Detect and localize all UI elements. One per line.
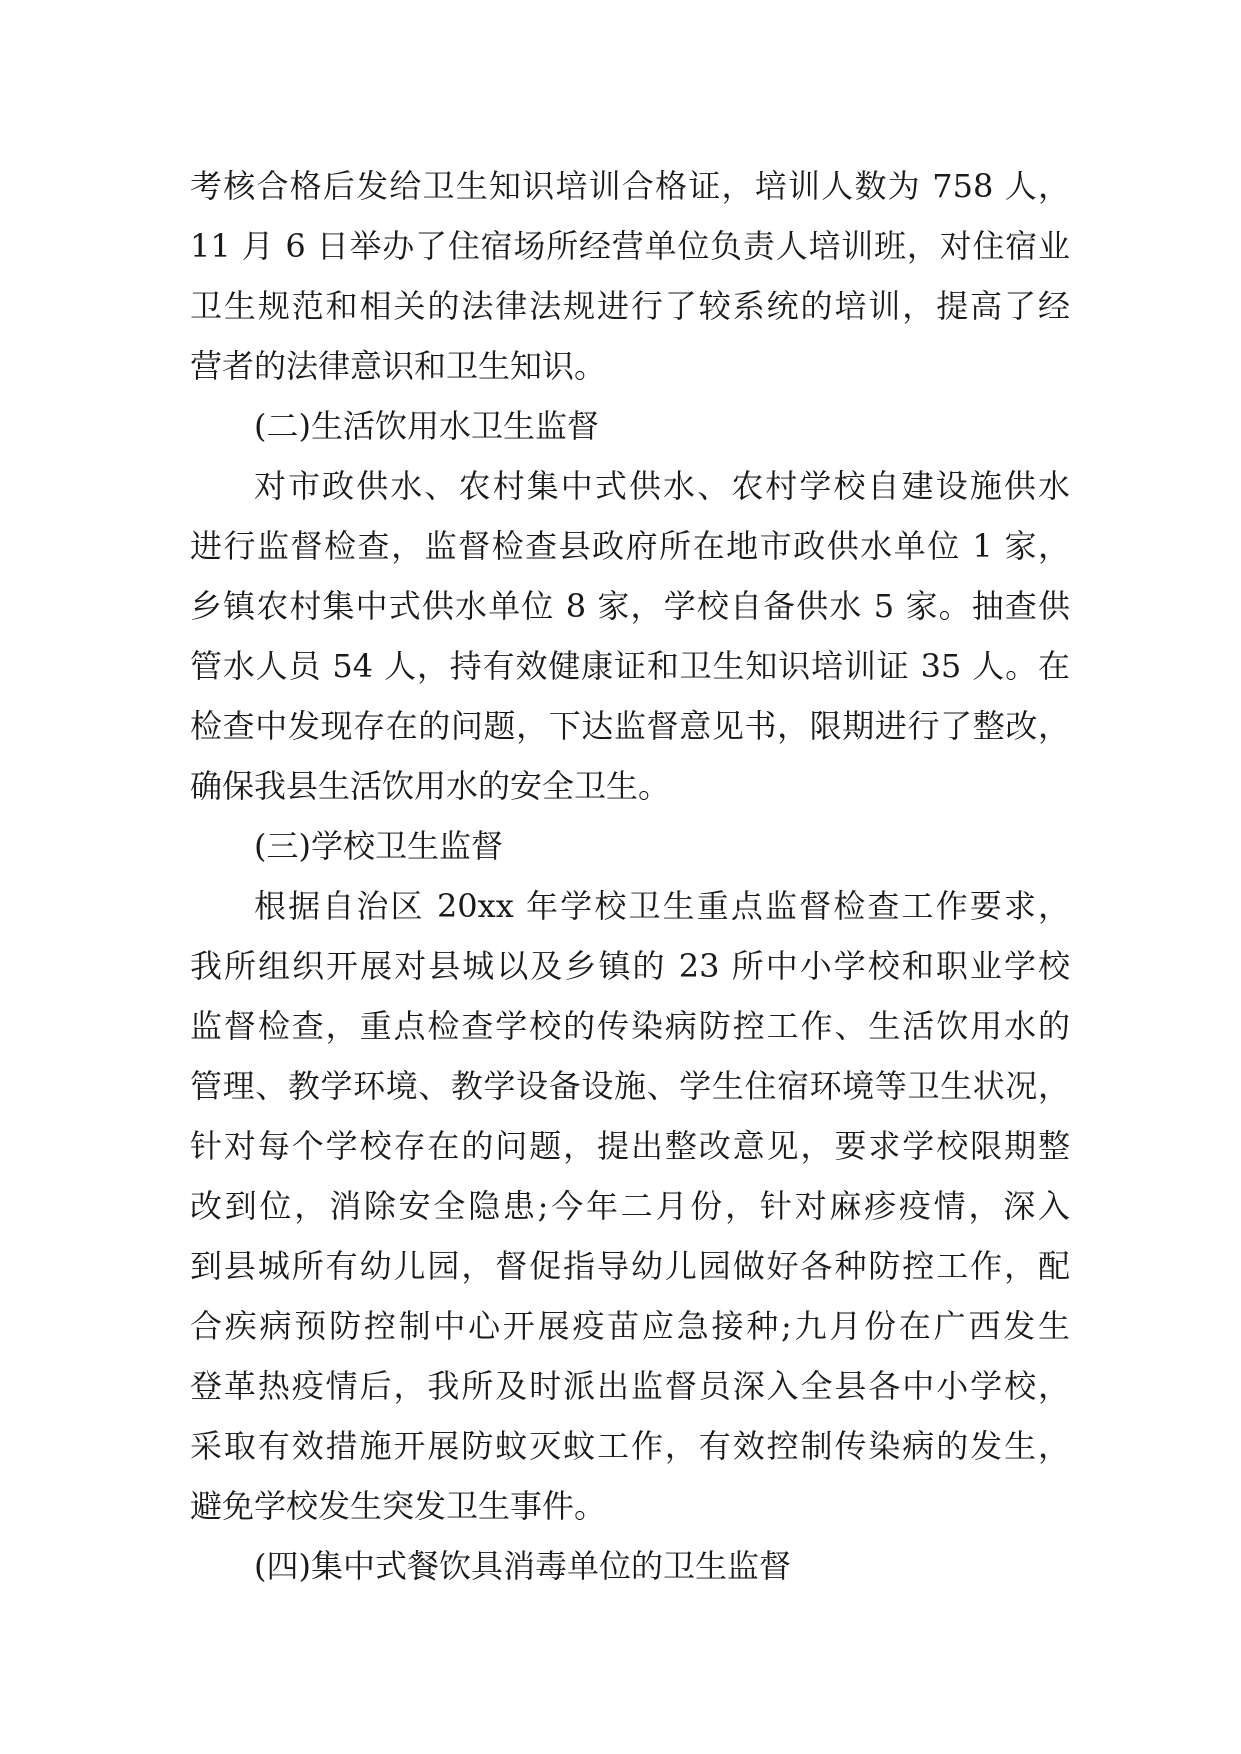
paragraph-line: 合疾病预防控制中心开展疫苗应急接种;九月份在广西发生 bbox=[190, 1307, 1070, 1345]
paragraph-line: 改到位，消除安全隐患;今年二月份，针对麻疹疫情，深入 bbox=[190, 1187, 1070, 1225]
paragraph-line: 我所组织开展对县城以及乡镇的 23 所中小学校和职业学校 bbox=[190, 947, 1070, 985]
paragraph-line: 根据自治区 20xx 年学校卫生重点监督检查工作要求， bbox=[254, 887, 1070, 925]
paragraph-line: 11 月 6 日举办了住宿场所经营单位负责人培训班，对住宿业 bbox=[190, 227, 1070, 265]
paragraph-line: 针对每个学校存在的问题，提出整改意见，要求学校限期整 bbox=[190, 1127, 1070, 1165]
paragraph-line: 考核合格后发给卫生知识培训合格证，培训人数为 758 人， bbox=[190, 167, 1070, 205]
section-heading: (二)生活饮用水卫生监督 bbox=[254, 407, 599, 445]
paragraph-line: 避免学校发生突发卫生事件。 bbox=[190, 1487, 607, 1525]
paragraph-line: 确保我县生活饮用水的安全卫生。 bbox=[190, 767, 671, 805]
section-heading: (三)学校卫生监督 bbox=[254, 827, 503, 865]
paragraph-line: 进行监督检查，监督检查县政府所在地市政供水单位 1 家， bbox=[190, 527, 1070, 565]
paragraph-line: 乡镇农村集中式供水单位 8 家，学校自备供水 5 家。抽查供 bbox=[190, 587, 1070, 625]
section-heading: (四)集中式餐饮具消毒单位的卫生监督 bbox=[254, 1547, 791, 1585]
paragraph-line: 检查中发现存在的问题，下达监督意见书，限期进行了整改， bbox=[190, 707, 1070, 745]
paragraph-line: 营者的法律意识和卫生知识。 bbox=[190, 347, 607, 385]
paragraph-line: 到县城所有幼儿园，督促指导幼儿园做好各种防控工作，配 bbox=[190, 1247, 1070, 1285]
paragraph-line: 卫生规范和相关的法律法规进行了较系统的培训，提高了经 bbox=[190, 287, 1070, 325]
paragraph-line: 管水人员 54 人，持有效健康证和卫生知识培训证 35 人。在 bbox=[190, 647, 1070, 685]
paragraph-line: 监督检查，重点检查学校的传染病防控工作、生活饮用水的 bbox=[190, 1007, 1070, 1045]
paragraph-line: 登革热疫情后，我所及时派出监督员深入全县各中小学校， bbox=[190, 1367, 1070, 1405]
paragraph-line: 对市政供水、农村集中式供水、农村学校自建设施供水 bbox=[254, 467, 1070, 505]
paragraph-line: 采取有效措施开展防蚊灭蚊工作，有效控制传染病的发生， bbox=[190, 1427, 1070, 1465]
paragraph-line: 管理、教学环境、教学设备设施、学生住宿环境等卫生状况， bbox=[190, 1067, 1070, 1105]
